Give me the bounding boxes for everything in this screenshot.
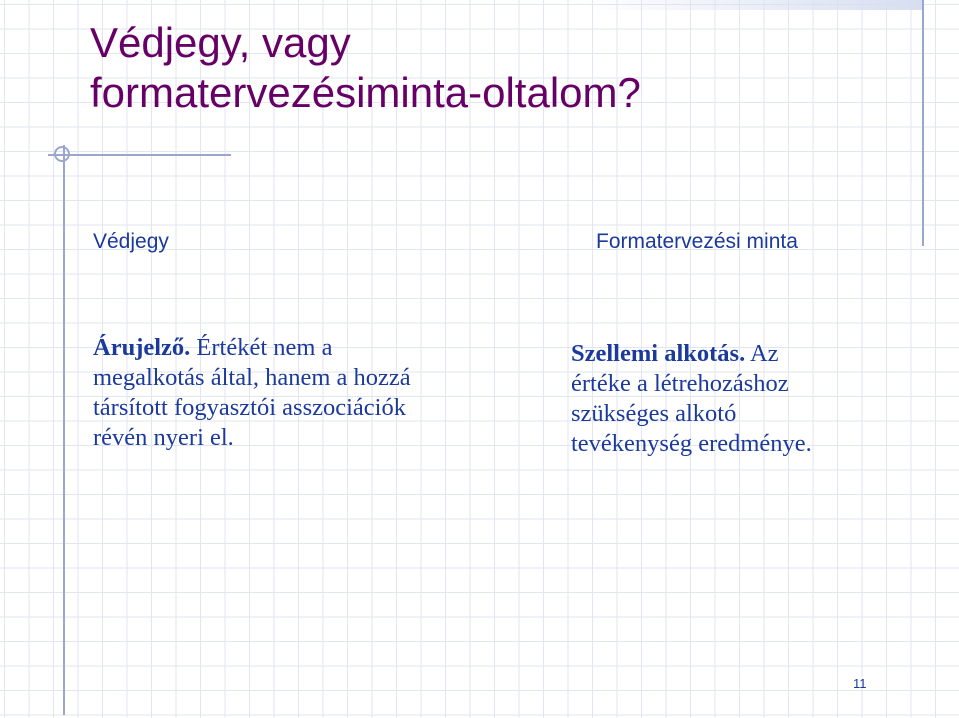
right-column-body [571,339,911,459]
top-decorative-strip [584,0,924,10]
left-accent-line [63,145,65,715]
page-number: 11 [853,676,867,691]
left-body-line-1 [93,333,523,363]
left-term: Árujelző. [93,334,191,361]
left-column-heading: Védjegy [93,230,169,253]
right-column-heading: Formatervezési minta [596,230,798,253]
right-body-line-1 [571,339,911,369]
right-term: Szellemi alkotás. [571,340,746,367]
left-line1-text: Értékét nem a [190,334,333,361]
right-accent-line [922,0,924,246]
left-column-body [93,333,523,453]
right-line1-text: Az [745,340,779,367]
left-body-line-2: megalkotás által, hanem a hozzá [93,364,411,391]
title-line-1: Védjegy, vagy [90,19,351,66]
accent-circle-decoration [54,146,70,162]
left-body-line-4: révén nyeri el. [93,424,234,451]
right-body-line-4: tevékenység eredménye. [571,430,812,457]
title-underline-accent [48,154,231,156]
left-body-line-3: társított fogyasztói asszociációk [93,394,406,421]
right-body-line-3: szükséges alkotó [571,400,737,427]
right-body-line-2: értéke a létrehozáshoz [571,370,789,397]
title-line-2: formatervezésiminta-oltalom? [90,69,641,116]
slide-title [90,18,850,118]
